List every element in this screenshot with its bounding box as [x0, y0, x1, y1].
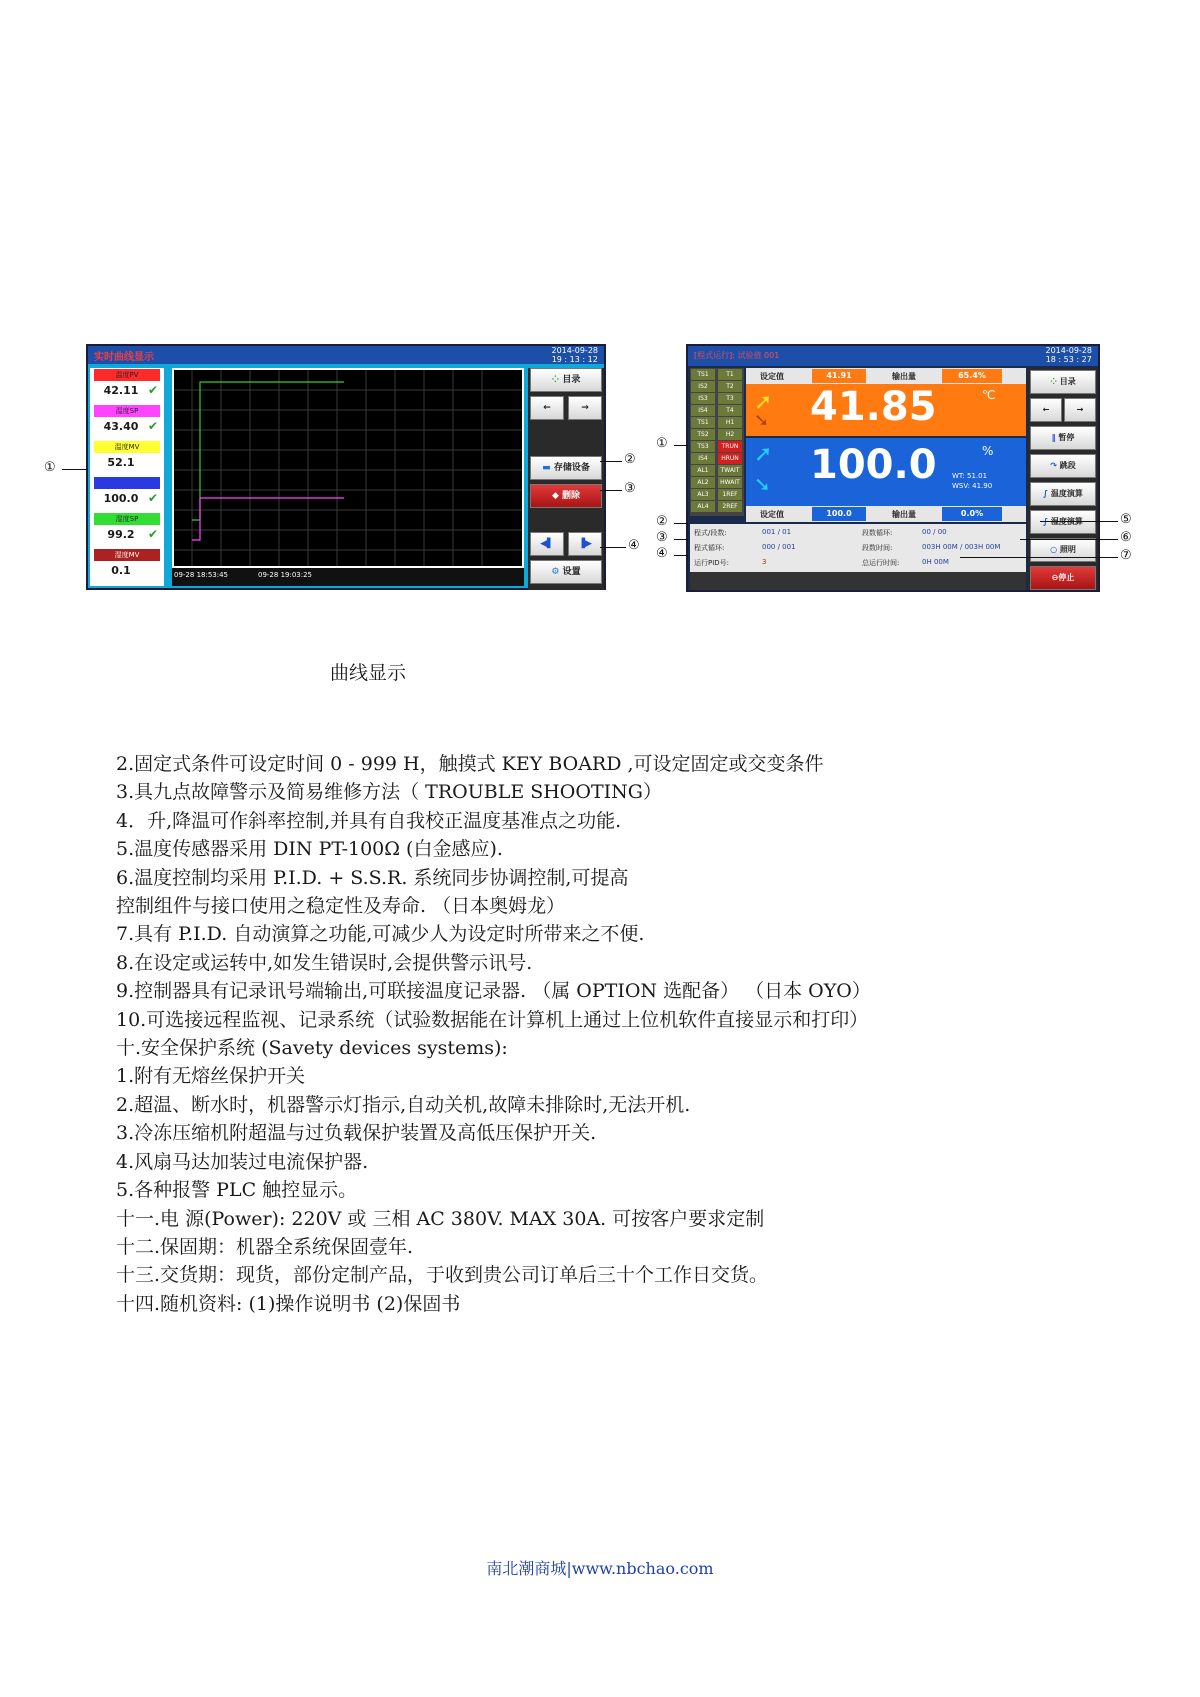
channel-list	[90, 368, 164, 586]
info-value: 000 / 001	[762, 543, 796, 551]
scroll-right-button[interactable]	[568, 396, 602, 420]
io-indicator: TS1	[691, 369, 715, 380]
channel-value: 42.11	[103, 384, 139, 397]
io-indicator: 2REF	[718, 501, 742, 512]
callout-line	[960, 557, 1118, 558]
footer-link[interactable]: 南北潮商城|www.nbchao.com	[486, 1559, 714, 1578]
bulb-icon: ○	[1050, 545, 1060, 554]
io-indicator: TS1	[691, 417, 715, 428]
check-icon: ✔	[148, 491, 159, 505]
calc-icon: ∫	[1043, 489, 1051, 498]
spec-list	[116, 750, 1116, 1318]
triangle-left-icon: ◀▌	[540, 539, 554, 549]
skip-button[interactable]	[1030, 454, 1096, 478]
gear-icon: ⚙	[551, 567, 563, 577]
humid-up-arrow-icon: ➚	[754, 442, 773, 467]
callout-4-left: ④	[628, 538, 640, 553]
eraser-icon: ◆	[551, 491, 563, 501]
spec-line: 10.可选接远程监视、记录系统（试验数据能在计算机上通过上位机软件直接显示和打印）	[116, 1008, 869, 1031]
figure-caption: 曲线显示	[330, 662, 407, 684]
scroll-left-button[interactable]	[1030, 398, 1062, 422]
arrow-left-icon: ←	[543, 403, 551, 413]
page-next-button[interactable]	[568, 532, 602, 556]
info-label: 段数时间:	[862, 544, 893, 552]
channel-temp-mv	[92, 440, 162, 474]
clock-time: 19 : 13 : 12	[551, 355, 598, 364]
channel-value: 52.1	[107, 456, 135, 469]
io-indicator: H2	[718, 429, 742, 440]
info-label: 运行PID号:	[694, 559, 730, 567]
temp-out-value: 65.4%	[942, 369, 1002, 383]
channel-value: 43.40	[103, 420, 139, 433]
title-bar	[688, 346, 1098, 366]
humid-pv-value: 100.0	[810, 442, 937, 488]
spec-line: 4.风扇马达加装过电流保护器.	[116, 1150, 369, 1173]
menu-button[interactable]	[1030, 370, 1096, 394]
info-value: 3	[762, 558, 767, 566]
io-indicator: TS3	[691, 441, 715, 452]
skip-label: 跳段	[1059, 461, 1076, 470]
clock	[1046, 346, 1093, 364]
grid-icon: ⁘	[551, 375, 563, 385]
io-indicator: IS4	[691, 405, 715, 416]
spec-line: 5.各种报警 PLC 触控显示。	[116, 1179, 358, 1202]
spec-line: 控制组件与接口使用之稳定性及寿命. （日本奥姆龙）	[116, 895, 566, 918]
series-temp-line	[192, 498, 344, 540]
spec-line: 5.温度传感器采用 DIN PT-100Ω (白金感应).	[116, 838, 503, 861]
callout-7: ⑦	[1120, 548, 1132, 563]
spec-line: 2.固定式条件可设定时间 0 - 999 H，触摸式 KEY BOARD ,可设定固定或交变条件	[116, 753, 824, 775]
screen-title: [程式运行]: 试验值 001	[694, 351, 780, 360]
io-indicator: IS3	[691, 393, 715, 404]
callout-line	[674, 445, 688, 446]
channel-value: 0.1	[111, 564, 131, 577]
clock	[552, 346, 599, 364]
trend-chart	[172, 368, 524, 568]
temp-up-arrow-icon: ➚	[754, 390, 773, 415]
info-value: 0H 00M	[922, 558, 949, 566]
channel-temp-sp	[92, 404, 162, 438]
info-value: 00 / 00	[922, 528, 947, 536]
channel-label: 温度MV	[94, 441, 160, 453]
message-bar	[690, 572, 1026, 590]
info-label: 总运行时间:	[862, 559, 900, 567]
usb-icon: ▬	[542, 463, 554, 473]
light-button[interactable]	[1030, 538, 1096, 562]
callout-line	[674, 523, 688, 524]
callout-1-right: ①	[656, 436, 668, 451]
humid-sp-value[interactable]: 100.0	[812, 507, 866, 521]
light-label: 照明	[1059, 545, 1076, 554]
spec-line: 6.温度控制均采用 P.I.D. + S.S.R. 系统同步协调控制,可提高	[116, 866, 629, 889]
triangle-right-icon: ▐▶	[578, 539, 592, 549]
info-label: 程式循环:	[694, 544, 725, 552]
check-icon: ✔	[148, 383, 159, 397]
temp-out-label: 输出量	[892, 372, 916, 381]
io-indicator: TRUN	[718, 441, 742, 452]
spec-line: 7.具有 P.I.D. 自动演算之功能,可减少人为设定时所带来之不便.	[116, 923, 645, 946]
io-indicator: TS2	[691, 429, 715, 440]
io-indicator: H1	[718, 417, 742, 428]
grid-icon: ⁘	[1050, 377, 1060, 386]
stop-button[interactable]	[1030, 566, 1096, 590]
temp-calc-label: 温度演算	[1050, 489, 1083, 498]
channel-humid-pv	[92, 476, 162, 510]
io-indicator: T4	[718, 405, 742, 416]
channel-label: 湿度MV	[94, 549, 160, 561]
callout-5: ⑤	[1120, 512, 1132, 527]
check-icon: ✔	[148, 419, 159, 433]
delete-button[interactable]	[530, 484, 602, 508]
spec-line: 3.冷冻压缩机附超温与过负载保护装置及高低压保护开关.	[116, 1122, 597, 1145]
scroll-right-button[interactable]	[1064, 398, 1096, 422]
menu-button[interactable]	[530, 368, 602, 392]
settings-label: 设置	[562, 567, 581, 577]
info-label: 段数循环:	[862, 529, 893, 537]
scroll-left-button[interactable]	[530, 396, 564, 420]
arrow-left-icon: ←	[1042, 405, 1050, 414]
callout-line	[1020, 539, 1118, 540]
callout-6: ⑥	[1120, 530, 1132, 545]
x-tick-end: 09-28 19:03:25	[258, 571, 313, 579]
chart-grid	[174, 370, 522, 566]
io-indicator: HWAIT	[718, 477, 742, 488]
humid-calc-button[interactable]	[1030, 510, 1096, 534]
humid-out-label: 输出量	[892, 510, 916, 519]
info-value: 001 / 01	[762, 528, 792, 536]
callout-line	[600, 490, 622, 491]
section-heading: 十.安全保护系统 (Savety devices systems):	[116, 1037, 508, 1060]
settings-button[interactable]	[530, 560, 602, 584]
spec-line: 4．升,降温可作斜率控制,并具有自我校正温度基准点之功能.	[116, 809, 622, 832]
channel-label: 温度SP	[94, 405, 160, 417]
pause-label: 暂停	[1058, 433, 1075, 442]
menu-label: 目录	[562, 375, 581, 385]
humidity-footer	[746, 506, 1026, 522]
channel-value: 100.0	[103, 492, 139, 505]
stop-icon: ⊖	[1051, 573, 1059, 582]
callout-4-right: ④	[656, 546, 668, 561]
save-device-button[interactable]	[530, 456, 602, 480]
io-indicator: AL1	[691, 465, 715, 476]
callout-line	[600, 547, 626, 548]
screen-title: 实时曲线显示	[94, 352, 154, 363]
channel-label: 温度PV	[94, 369, 160, 381]
button-column	[528, 368, 604, 590]
io-indicator: AL4	[691, 501, 715, 512]
callout-1-left: ①	[44, 460, 56, 475]
io-indicator: T1	[718, 369, 742, 380]
io-indicator: T2	[718, 381, 742, 392]
io-indicator: T3	[718, 393, 742, 404]
save-label: 存储设备	[553, 463, 590, 473]
section-heading: 十四.随机资料: (1)操作说明书 (2)保固书	[116, 1292, 461, 1315]
program-info-panel	[690, 524, 1026, 572]
section-heading: 十三.交货期：现货，部份定制产品，于收到贵公司订单后三十个工作日交货。	[116, 1264, 769, 1287]
callout-3-right: ③	[656, 530, 668, 545]
page-prev-button[interactable]	[530, 532, 564, 556]
pause-icon: ‖	[1051, 433, 1059, 442]
spec-line: 8.在设定或运转中,如发生错误时,会提供警示讯号.	[116, 951, 533, 974]
channel-temp-pv	[92, 368, 162, 402]
curve-display-screen	[86, 344, 606, 590]
io-indicator: HRUN	[718, 453, 742, 464]
stop-label: 停止	[1058, 573, 1075, 582]
title-bar	[88, 346, 604, 364]
section-heading: 十一.电 源(Power): 220V 或 三相 AC 380V. MAX 30A. 可按客户要求定制	[116, 1207, 765, 1230]
temp-sp-value[interactable]: 41.91	[812, 369, 866, 383]
skip-icon: ↷	[1050, 461, 1060, 470]
series-humid-line	[192, 382, 344, 520]
humidity-panel	[746, 438, 1026, 506]
info-value: 003H 00M / 003H 00M	[922, 543, 1001, 551]
clock-time: 18 : 53 : 27	[1045, 355, 1092, 364]
wt-value: WT: 51.01	[952, 472, 988, 480]
check-icon: ✔	[148, 527, 159, 541]
channel-label: 湿度PV	[94, 477, 160, 489]
section-heading: 十二.保固期：机器全系统保固壹年.	[116, 1235, 414, 1258]
spec-line: 1.附有无熔丝保护开关	[116, 1065, 306, 1088]
x-axis	[172, 568, 524, 586]
callout-line	[62, 469, 88, 470]
humid-sp-label: 设定值	[760, 510, 784, 519]
callout-line	[674, 555, 688, 556]
temp-pv-value: 41.85	[810, 384, 937, 430]
channel-humid-mv	[92, 548, 162, 582]
callout-2-right: ②	[656, 514, 668, 529]
clock-date: 2014-09-28	[551, 346, 598, 355]
io-indicator: IS2	[691, 381, 715, 392]
channel-label: 湿度SP	[94, 513, 160, 525]
io-indicator: TWAIT	[718, 465, 742, 476]
callout-line	[600, 461, 622, 462]
callout-line	[674, 539, 688, 540]
temp-unit: ℃	[982, 388, 996, 402]
io-indicator: 1REF	[718, 489, 742, 500]
temperature-panel	[746, 368, 1026, 436]
temp-calc-button[interactable]	[1030, 482, 1096, 506]
humid-out-value: 0.0%	[942, 507, 1002, 521]
x-tick-start: 09-28 18:53:45	[174, 571, 229, 579]
callout-2-left: ②	[624, 452, 636, 467]
info-label: 程式/段数:	[694, 529, 727, 537]
clock-date: 2014-09-28	[1045, 346, 1092, 355]
spec-line: 3.具九点故障警示及简易维修方法（ TROUBLE SHOOTING）	[116, 781, 662, 804]
menu-label: 目录	[1059, 377, 1076, 386]
io-status-panel	[690, 368, 744, 516]
pause-button[interactable]	[1030, 426, 1096, 450]
callout-3-left: ③	[624, 481, 636, 496]
spec-line: 2.超温、断水时，机器警示灯指示,自动关机,故障未排除时,无法开机.	[116, 1093, 691, 1116]
io-indicator: IS4	[691, 453, 715, 464]
temp-down-arrow-icon: ➘	[754, 410, 770, 431]
humid-unit: %	[982, 444, 994, 458]
channel-humid-sp	[92, 512, 162, 546]
arrow-right-icon: →	[581, 403, 589, 413]
callout-line	[1040, 521, 1118, 522]
spec-line: 9.控制器具有记录讯号端输出,可联接温度记录器. （属 OPTION 选配备） （日本 OYO）	[116, 980, 871, 1003]
channel-value: 99.2	[107, 528, 135, 541]
wsv-value: WSV: 41.90	[952, 482, 993, 490]
program-run-screen	[686, 344, 1100, 592]
arrow-right-icon: →	[1076, 405, 1084, 414]
io-indicator: AL3	[691, 489, 715, 500]
temp-sp-label: 设定值	[760, 372, 784, 381]
humid-down-arrow-icon: ➘	[754, 472, 771, 496]
delete-label: 删除	[562, 491, 581, 501]
io-indicator: AL2	[691, 477, 715, 488]
